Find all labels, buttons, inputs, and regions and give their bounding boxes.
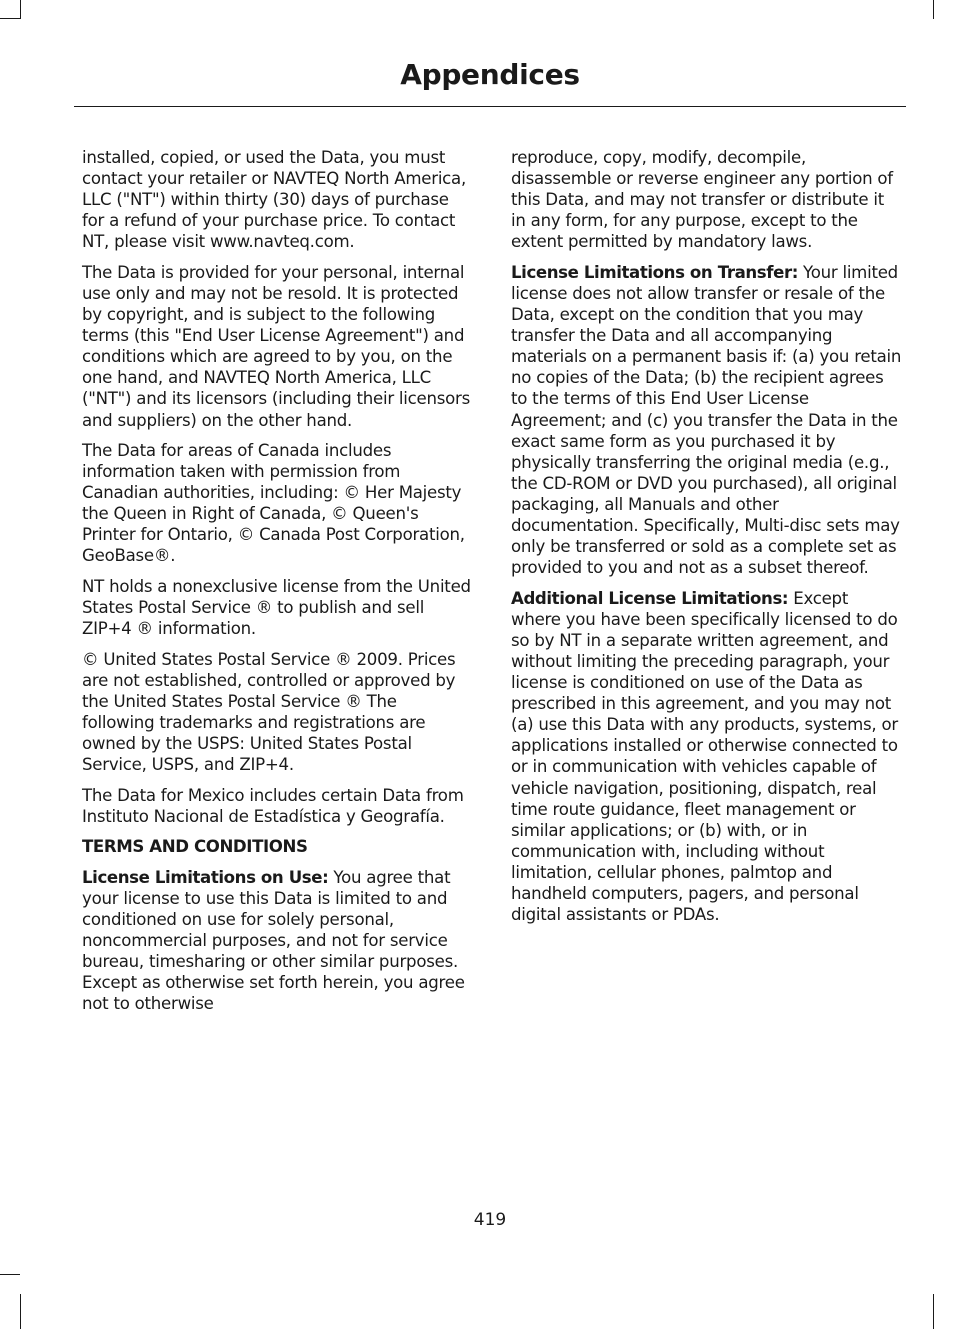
crop-mark-top-left-vertical xyxy=(20,0,21,19)
paragraph-usps-trademarks: © United States Postal Service ® 2009. Prices are not established, controlled or approved by the United States Postal Service ® The following trademarks and registrations are owned by the USPS: United States Postal Service, USPS, and ZIP+4. xyxy=(82,649,456,775)
use-limitations-heading: License Limitations on Use: xyxy=(82,867,329,887)
terms-heading: TERMS AND CONDITIONS xyxy=(82,837,308,857)
paragraph-usps-license: NT holds a nonexclusive license from the United States Postal Service ® to publish and sell ZIP+4 ® information. xyxy=(82,576,471,639)
additional-limitations-text: Except where you have been specifically licensed to do so by NT in a separate written agreement, and without limiting the preceding paragraph, your license is conditioned on use of the Data as prescribed in this agreement, and you may not (a) use this Data with any products, systems, or applications installed or otherwise connected to or in communication with vehicles capable of vehicle navigation, positioning, dispatch, real time route guidance, fleet management or similar applications; or (b) with, or in communication with, including without limitation, cellular phones, palmtop and handheld computers, pagers, and personal digital assistants or PDAs. xyxy=(511,588,898,925)
transfer-limitations-text: Your limited license does not allow transfer or resale of the Data, except on the condition that you may transfer the Data and all accompanying materials on a permanent basis if: (a) you retain no copies of the Data; (b) the recipient agrees to the terms of this End User License Agreement; and (c) you transfer the Data in the exact same form as you purchased it by physically transferring the original media (e.g., the CD-ROM or DVD you purchased), all original packaging, all Manuals and other documentation. Specifically, Multi-disc sets may only be transferred or sold as a complete set as provided to you and not as a subset thereof. xyxy=(511,262,902,578)
crop-mark-top-left xyxy=(0,18,20,19)
use-limitations-text: You agree that your license to use this Data is limited to and conditioned on use for solely personal, noncommercial purposes, and not for service bureau, timesharing or other similar purposes. Except as otherwise set forth herein, you agree not to otherwise xyxy=(82,867,465,1014)
paragraph-transfer-limitations xyxy=(511,262,902,578)
crop-mark-bottom-left xyxy=(0,1274,20,1275)
page-title: Appendices xyxy=(400,58,580,91)
paragraph-mexico: The Data for Mexico includes certain Data from Instituto Nacional de Estadística y Geografía. xyxy=(82,785,464,826)
crop-mark-bottom-right xyxy=(933,1294,934,1329)
paragraph-canada: The Data for areas of Canada includes information taken with permission from Canadian authorities, including: © Her Majesty the Queen in Right of Canada, © Queen's Printer for Ontario, © Canada Post Corporation, GeoBase®. xyxy=(82,441,465,566)
transfer-limitations-heading: License Limitations on Transfer: xyxy=(511,262,798,282)
paragraph-personal-use: The Data is provided for your personal, internal use only and may not be resold. It is protected by copyright, and is subject to the following terms (this "End User License Agreement") and conditions which are agreed to by you, on the one hand, and NAVTEQ North America, LLC ("NT") and its licensors (including their licensors and suppliers) on the other hand. xyxy=(82,262,471,430)
additional-limitations-heading: Additional License Limitations: xyxy=(511,588,789,608)
page-number: 419 xyxy=(473,1210,507,1230)
paragraph-refund: installed, copied, or used the Data, you must contact your retailer or NAVTEQ North America, LLC ("NT") within thirty (30) days of purchase for a refund of your purchase price. To contact NT, please visit www.navteq.com. xyxy=(82,148,466,252)
paragraph-use-limitations xyxy=(82,867,473,1015)
crop-mark-top-right xyxy=(933,0,934,19)
crop-mark-bottom-left-vertical xyxy=(20,1294,21,1329)
right-column xyxy=(511,147,902,935)
paragraph-reproduce: reproduce, copy, modify, decompile, disassemble or reverse engineer any portion of this Data, and may not transfer or distribute it in any form, for any purpose, except to the extent permitted by mandatory laws. xyxy=(511,148,893,252)
header-divider xyxy=(74,106,906,107)
paragraph-additional-limitations xyxy=(511,588,902,926)
left-column xyxy=(82,147,473,1024)
